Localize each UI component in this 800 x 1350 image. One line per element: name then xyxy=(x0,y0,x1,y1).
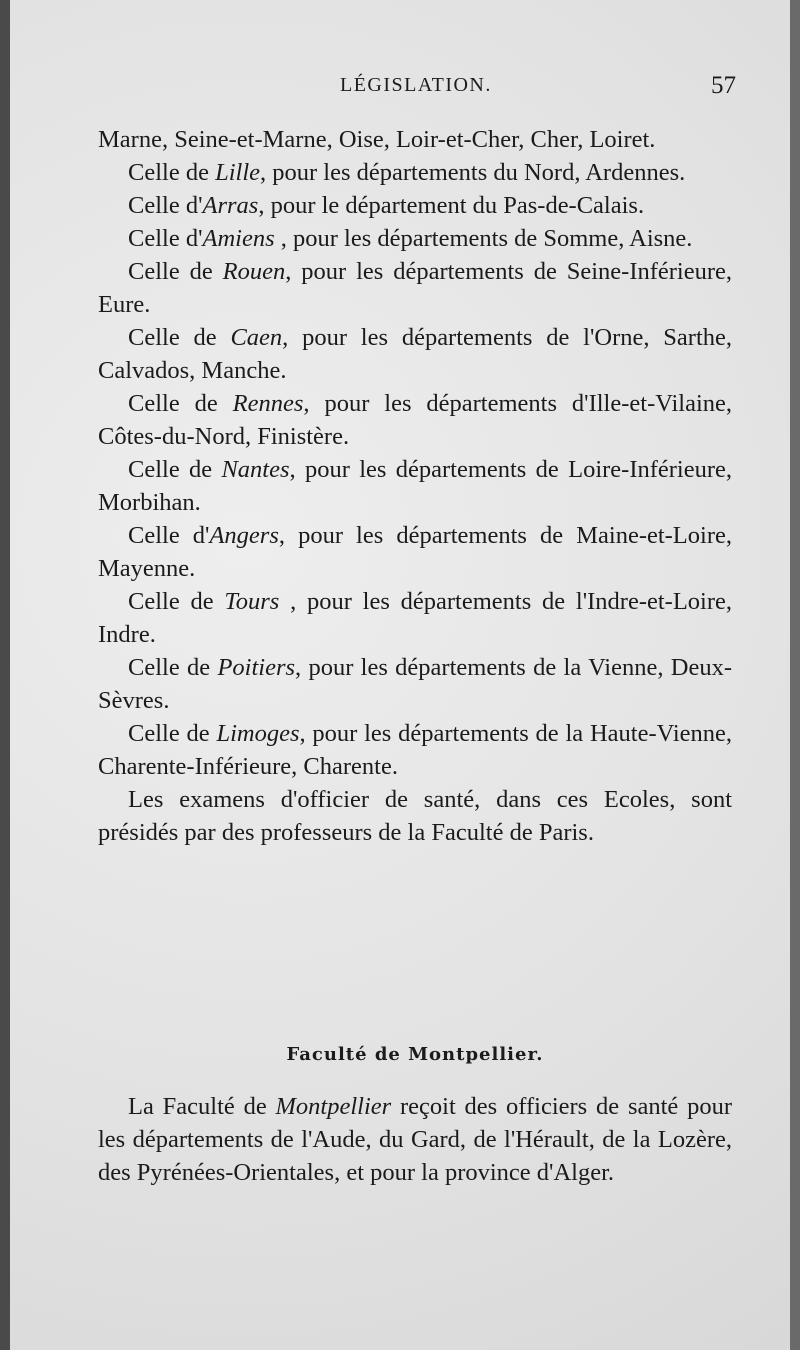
paragraph-text: Celle d' xyxy=(128,192,203,219)
city-name: Caen xyxy=(230,324,283,351)
paragraph-text: , pour les départements du Nord, Ardennes. xyxy=(260,159,686,186)
city-name: Rouen xyxy=(222,258,286,285)
paragraph-text: , pour les départements de Seine-Inférieure, Eure. xyxy=(98,258,733,318)
paragraph-text: , pour les départements d'Ille-et-Vilaine, Côtes-du-Nord, Finistère. xyxy=(98,390,732,450)
paragraph-text: Celle de xyxy=(128,720,217,747)
paragraph-text: Marne, Seine-et-Marne, Oise, Loir-et-Cher, Cher, Loiret. xyxy=(98,126,656,153)
paragraph-text: , pour les départements de la Haute-Vienne, Charente-Inférieure, Charente. xyxy=(98,720,733,780)
section-body xyxy=(98,1090,732,1189)
paragraph xyxy=(98,519,732,585)
paragraph xyxy=(98,321,732,387)
city-name: Arras xyxy=(202,192,259,219)
paragraph-text: Celle de xyxy=(128,390,233,417)
running-title: LÉGISLATION. xyxy=(340,74,492,96)
paragraph-text: Celle d' xyxy=(128,522,210,549)
paragraph-text: , pour les départements de Maine-et-Loire, Mayenne. xyxy=(98,522,732,582)
paragraph xyxy=(98,1090,732,1189)
city-name: Montpellier xyxy=(275,1093,392,1120)
city-name: Tours xyxy=(224,588,280,615)
paragraph xyxy=(98,123,732,156)
paragraph xyxy=(98,717,732,783)
paragraph-text: Celle de xyxy=(128,654,218,681)
paragraph-text: , pour les départements de Loire-Inférieure, Morbihan. xyxy=(98,456,733,516)
page-header xyxy=(90,72,736,106)
paragraph-text: , pour le département du Pas-de-Calais. xyxy=(258,192,645,219)
city-name: Lille xyxy=(215,159,260,186)
paragraph-text: La Faculté de xyxy=(128,1093,276,1120)
city-name: Rennes xyxy=(232,390,304,417)
paragraph-text: , pour les départements de l'Indre-et-Loire, Indre. xyxy=(98,588,733,648)
paragraph-text: , pour les départements de Somme, Aisne. xyxy=(274,225,693,252)
paragraph-text: Celle de xyxy=(128,324,231,351)
paragraph xyxy=(98,651,732,717)
scan-left-edge xyxy=(0,0,10,1350)
page-number: 57 xyxy=(711,72,736,99)
paragraph-text: Celle d' xyxy=(128,225,203,252)
paragraph xyxy=(98,156,732,189)
city-name: Amiens xyxy=(202,225,275,252)
city-name: Limoges xyxy=(216,720,300,747)
paragraph xyxy=(98,387,732,453)
paragraph-text: , pour les départements de la Vienne, Deux-Sèvres. xyxy=(98,654,732,714)
scan-right-edge xyxy=(790,0,800,1350)
section-heading: Faculté de Montpellier. xyxy=(286,1044,544,1065)
book-page xyxy=(10,0,790,1350)
body-text xyxy=(98,123,732,849)
paragraph xyxy=(98,255,732,321)
paragraph-text: , pour les départements de l'Orne, Sarthe, Calvados, Manche. xyxy=(98,324,732,384)
paragraph xyxy=(98,783,732,849)
paragraph xyxy=(98,453,732,519)
paragraph-text: reçoit des officiers de santé pour les départements de l'Aude, du Gard, de l'Hérault, de la Lozère, des Pyrénées-Orientales, et pour la province d'Alger. xyxy=(98,1093,732,1186)
paragraph-text: Les examens d'officier de santé, dans ces Ecoles, sont présidés par des professeurs de la Faculté de Paris. xyxy=(98,786,732,846)
city-name: Angers xyxy=(209,522,279,549)
paragraph-text: Celle de xyxy=(128,258,223,285)
paragraph xyxy=(98,189,732,222)
paragraph xyxy=(98,585,732,651)
city-name: Nantes xyxy=(221,456,290,483)
city-name: Poitiers xyxy=(217,654,296,681)
paragraph-text: Celle de xyxy=(128,159,216,186)
paragraph-text: Celle de xyxy=(128,456,222,483)
paragraph xyxy=(98,222,732,255)
paragraph-text: Celle de xyxy=(128,588,225,615)
